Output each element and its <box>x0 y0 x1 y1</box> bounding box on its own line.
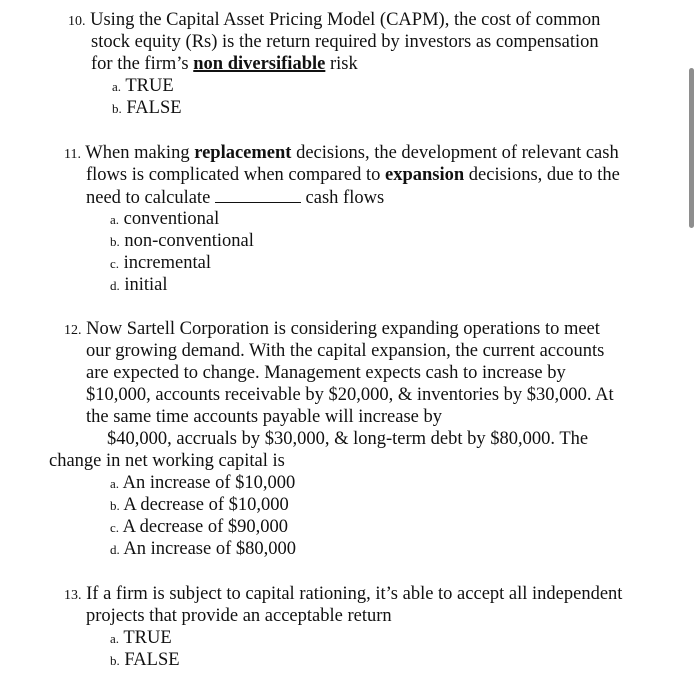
question-10-line-1 <box>68 9 600 33</box>
question-11-text-3a: need to calculate <box>86 188 215 208</box>
option-letter: b. <box>110 498 120 513</box>
option-letter: b. <box>110 653 120 668</box>
question-10-text-1: Using the Capital Asset Pricing Model (CAPM), the cost of common <box>90 10 601 30</box>
option-letter: a. <box>110 476 120 491</box>
option-text: incremental <box>123 253 211 273</box>
question-10-line-3 <box>91 53 358 75</box>
question-11-option-a[interactable] <box>110 208 219 231</box>
option-text: TRUE <box>123 628 172 648</box>
question-10-text-3b: risk <box>325 54 358 74</box>
question-10-line-2: stock equity (Rs) is the return required by investors as compensation <box>91 32 599 52</box>
question-12-line-7: change in net working capital is <box>49 451 285 471</box>
question-13-text-1: If a firm is subject to capital rationing, it’s able to accept all independent <box>86 584 623 604</box>
question-10-number: 10. <box>68 14 86 29</box>
option-letter: a. <box>110 212 120 227</box>
option-letter: c. <box>110 256 120 271</box>
option-letter: b. <box>110 234 120 249</box>
question-10-text-3a: for the firm’s <box>91 54 194 74</box>
question-11-text-2a: flows is complicated when compared to <box>86 165 385 185</box>
question-13-option-b[interactable] <box>110 649 180 672</box>
option-letter: a. <box>110 631 120 646</box>
option-text: conventional <box>123 209 220 229</box>
option-letter: b. <box>112 101 122 116</box>
option-text: A decrease of $90,000 <box>122 517 289 537</box>
question-11-text-1a: When making <box>85 143 195 163</box>
option-text: An increase of $80,000 <box>123 539 296 559</box>
question-12-line-3: are expected to change. Management expects cash to increase by <box>86 363 566 383</box>
question-13-line-2: projects that provide an acceptable return <box>86 606 392 626</box>
question-13-number: 13. <box>64 588 82 603</box>
question-11-number: 11. <box>64 147 81 162</box>
question-11-text-2b: decisions, due to the <box>464 165 620 185</box>
question-11-text-3b: cash flows <box>300 188 385 208</box>
option-text: non-conventional <box>124 231 254 251</box>
option-text: A decrease of $10,000 <box>123 495 289 515</box>
question-12-text-1: Now Sartell Corporation is considering expanding operations to meet <box>86 319 600 339</box>
option-text: FALSE <box>124 650 180 670</box>
question-11-line-3 <box>86 186 384 209</box>
question-11-line-2 <box>86 164 620 186</box>
option-text: initial <box>124 275 168 295</box>
question-12-option-c[interactable] <box>110 516 288 539</box>
question-11-line-1 <box>64 142 619 166</box>
question-10-option-a[interactable] <box>112 75 174 98</box>
question-12-option-d[interactable] <box>110 538 296 561</box>
question-12-option-a[interactable] <box>110 472 295 495</box>
option-letter: d. <box>110 278 120 293</box>
question-12-line-6: $40,000, accruals by $30,000, & long-term debt by $80,000. The <box>107 429 589 449</box>
question-13-option-a[interactable] <box>110 627 172 650</box>
question-12-number: 12. <box>64 323 82 338</box>
fill-in-blank <box>215 186 301 203</box>
question-11-option-c[interactable] <box>110 252 211 275</box>
option-text: TRUE <box>125 76 174 96</box>
question-10-option-b[interactable] <box>112 97 182 120</box>
question-12-option-b[interactable] <box>110 494 289 517</box>
option-text: An increase of $10,000 <box>122 473 296 493</box>
question-12-line-1 <box>64 318 600 342</box>
option-letter: a. <box>112 79 122 94</box>
question-12-line-4: $10,000, accounts receivable by $20,000, & inventories by $30,000. At <box>86 385 614 405</box>
question-11-emphasis-1: replacement <box>194 143 292 163</box>
option-letter: d. <box>110 542 120 557</box>
question-10-emphasis: non diversifiable <box>193 54 326 74</box>
question-12-line-5: the same time accounts payable will increase by <box>86 407 442 427</box>
option-letter: c. <box>110 520 120 535</box>
question-13-line-1 <box>64 583 622 607</box>
question-11-option-d[interactable] <box>110 274 168 297</box>
question-11-option-b[interactable] <box>110 230 254 253</box>
question-11-emphasis-2: expansion <box>385 165 465 185</box>
vertical-scrollbar[interactable] <box>689 68 694 228</box>
question-11-text-1b: decisions, the development of relevant cash <box>291 143 619 163</box>
option-text: FALSE <box>126 98 182 118</box>
question-12-line-2: our growing demand. With the capital expansion, the current accounts <box>86 341 605 361</box>
